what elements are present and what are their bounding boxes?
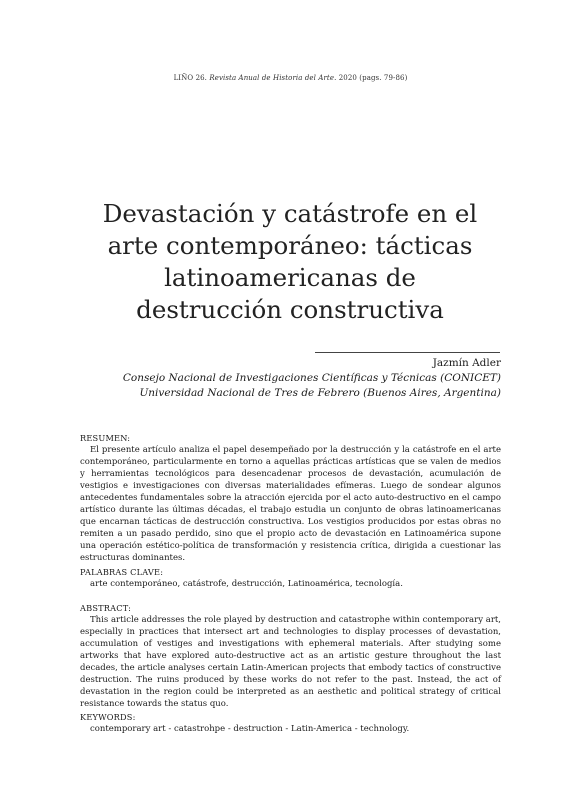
resumen-heading: RESUMEN:: [80, 433, 131, 443]
affiliation-1: Consejo Nacional de Investigaciones Científicas y Técnicas (CONICET): [122, 372, 501, 384]
header-pages: 2020 (pags. 79-86): [338, 74, 408, 82]
author-rule: [315, 352, 500, 353]
resumen-text: El presente artículo analiza el papel desempeñado por la destrucción y la catástrofe en el arte contemporáneo, particularmente en torno a aquellas prácticas artísticas que se valen de medios y herramientas tecnológicos para desencadenar procesos de devastación, acumulación de vestigios e investigaciones con diversas materialidades efímeras. Luego de sondear algunos antecedentes fundamentales sobre la atracción ejercida por el acto auto-destructivo en el campo artístico durante las últimas décadas, el trabajo estudia un conjunto de obras latinoamericanas que encarnan tácticas de destrucción constructiva. Los vestigios producidos por estas obras no remiten a un pasado perdido, sino que el propio acto de devastación en Latinoamérica supone una operación estético-política de transformación y resistencia crítica, dirigida a cuestionar las estructuras dominantes.: [80, 445, 501, 563]
author-name: Jazmín Adler: [432, 357, 501, 369]
header-prefix: LIÑO 26.: [173, 74, 207, 82]
abstract-heading: ABSTRACT:: [80, 603, 132, 613]
author-block: [81, 356, 501, 401]
resumen-section: [80, 432, 501, 564]
keywords-heading: KEYWORDS:: [80, 712, 136, 722]
article-title: Devastación y catástrofe en el arte contemporáneo: tácticas latinoamericanas de destrucción constructiva: [102, 199, 478, 324]
header-journal: Revista Anual de Historia del Arte.: [209, 74, 337, 82]
abstract-text: This article addresses the role played by destruction and catastrophe within contemporary art, especially in practices that intersect art and technologies to display processes of devastation, accumulation of vestiges and investigations with ephemeral materials. After studying some artworks that have explored auto-destructive act as an artistic gesture throughout the last decades, the article analyses certain Latin-American projects that embody tactics of constructive destruction. The ruins produced by these works do not refer to the past. Instead, the act of devastation in the region could be interpreted as an aesthetic and political strategy of critical resistance towards the status quo.: [80, 615, 501, 709]
palabras-clave-heading: PALABRAS CLAVE:: [80, 567, 164, 577]
affiliation-2: Universidad Nacional de Tres de Febrero (Buenos Aires, Argentina): [139, 387, 501, 399]
keywords-section: [80, 711, 501, 735]
keywords-text: contemporary art - catastrohpe - destruction - Latin-America - technology.: [90, 724, 410, 734]
palabras-clave-text: arte contemporáneo, catástrofe, destrucción, Latinoamérica, tecnología.: [90, 579, 403, 589]
running-header: [0, 74, 581, 82]
abstract-section: [80, 602, 501, 710]
palabras-clave-section: [80, 566, 501, 590]
